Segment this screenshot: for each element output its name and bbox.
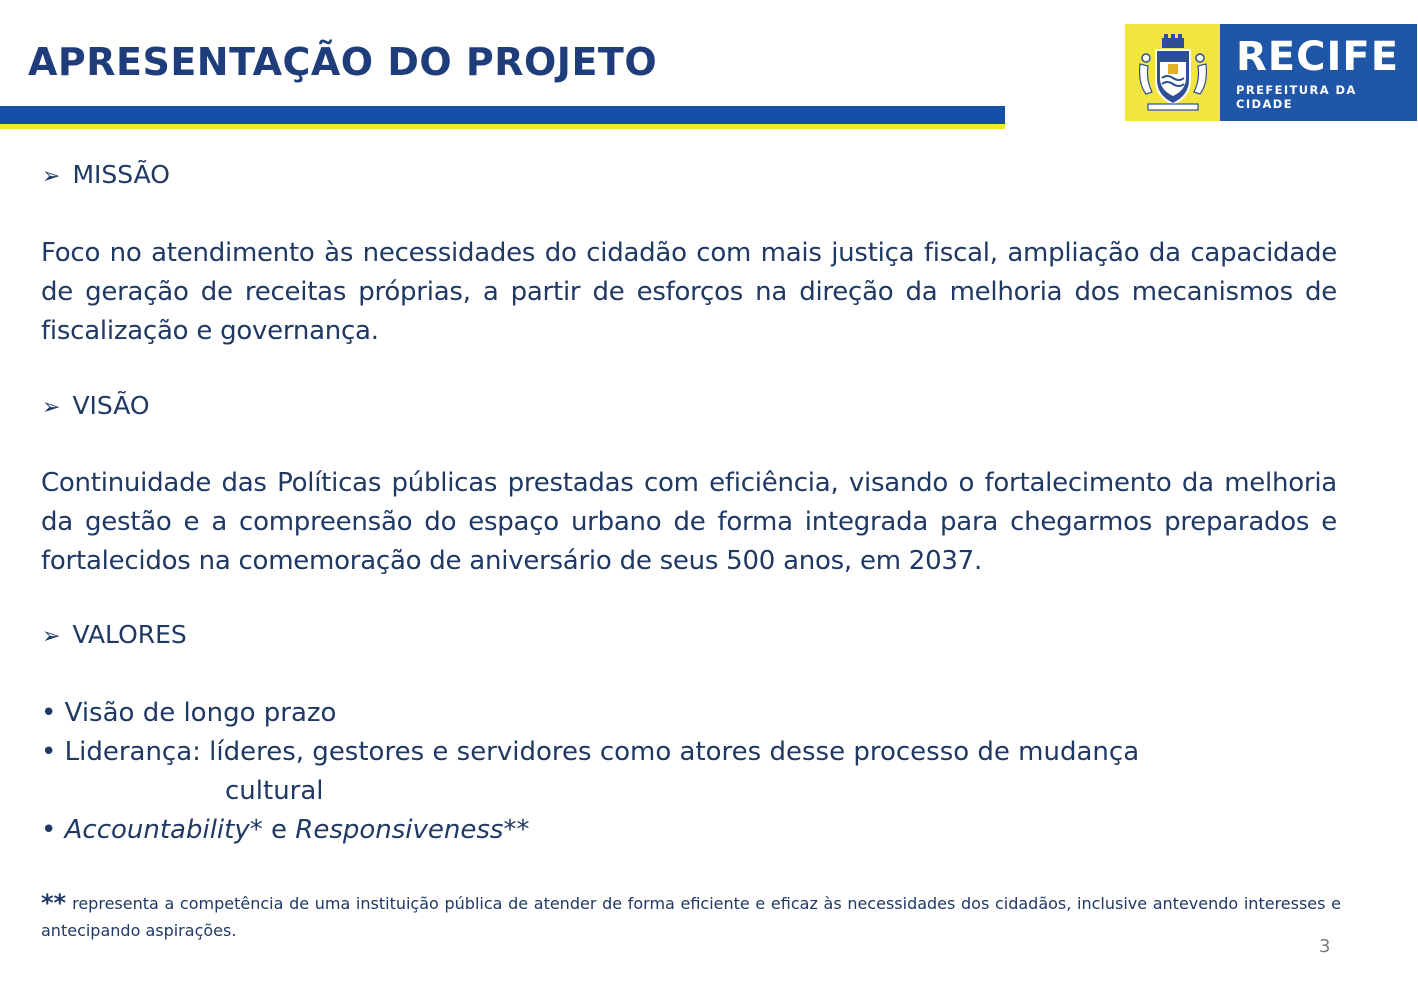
logo-subtitle: PREFEITURA DA CIDADE — [1236, 82, 1357, 111]
valores-item-2-label: Liderança: — [64, 737, 201, 767]
visao-text: Continuidade das Políticas públicas prestadas com eficiência, visando o fortalecimento da melhoria da gestão e a compreensão do espaço urbano de forma integrada para chegarmos preparados e fortalecidos na comemoração de aniversário de seus 500 anos, em 2037. — [41, 468, 1337, 576]
valores-item-3-responsiveness: Responsiveness** — [295, 815, 530, 845]
heading-visao — [42, 391, 150, 420]
crest-icon — [1125, 24, 1220, 121]
valores-item-1: Visão de longo prazo — [64, 698, 337, 728]
valores-item-3-accountability: Accountability* — [64, 815, 263, 845]
list-item: • Liderança: líderes, gestores e servidores como atores desse processo de mudança — [41, 737, 1140, 767]
heading-missao-label: MISSÃO — [72, 160, 170, 189]
arrow-bullet-icon: ➢ — [42, 624, 61, 649]
title-underline-blue — [0, 106, 1005, 124]
heading-valores-label: VALORES — [72, 620, 187, 649]
heading-visao-label: VISÃO — [72, 391, 150, 420]
page-number: 3 — [1319, 936, 1331, 957]
arrow-bullet-icon: ➢ — [42, 164, 61, 189]
heading-missao — [42, 160, 170, 189]
valores-item-3-conjunction: e — [271, 815, 287, 845]
slide-title: APRESENTAÇÃO DO PROJETO — [28, 40, 658, 84]
heading-valores — [42, 620, 187, 649]
title-underline-yellow — [0, 124, 1005, 129]
valores-item-2-text: líderes, gestores e servidores como atores desse processo de mudança — [209, 737, 1140, 767]
footnote — [41, 890, 1341, 944]
logo-text-box — [1220, 24, 1417, 121]
arrow-bullet-icon: ➢ — [42, 395, 61, 420]
valores-list — [41, 694, 1341, 850]
list-item: • Accountability* e Responsiveness** — [41, 815, 530, 845]
footnote-marker: ** — [41, 889, 67, 917]
logo-name: RECIFE — [1236, 33, 1400, 80]
valores-item-2-continuation: cultural — [225, 776, 324, 806]
missao-text: Foco no atendimento às necessidades do cidadão com mais justiça fiscal, ampliação da capacidade de geração de receitas próprias, a partir de esforços na direção da melhoria dos mecanismos de fiscalização e governança. — [41, 238, 1337, 346]
list-item: • Visão de longo prazo — [41, 698, 337, 728]
footnote-text: representa a competência de uma instituição pública de atender de forma eficiente e eficaz às necessidades dos cidadãos, inclusive antevendo interesses e antecipando aspirações. — [41, 894, 1341, 940]
recife-logo — [1125, 24, 1417, 121]
